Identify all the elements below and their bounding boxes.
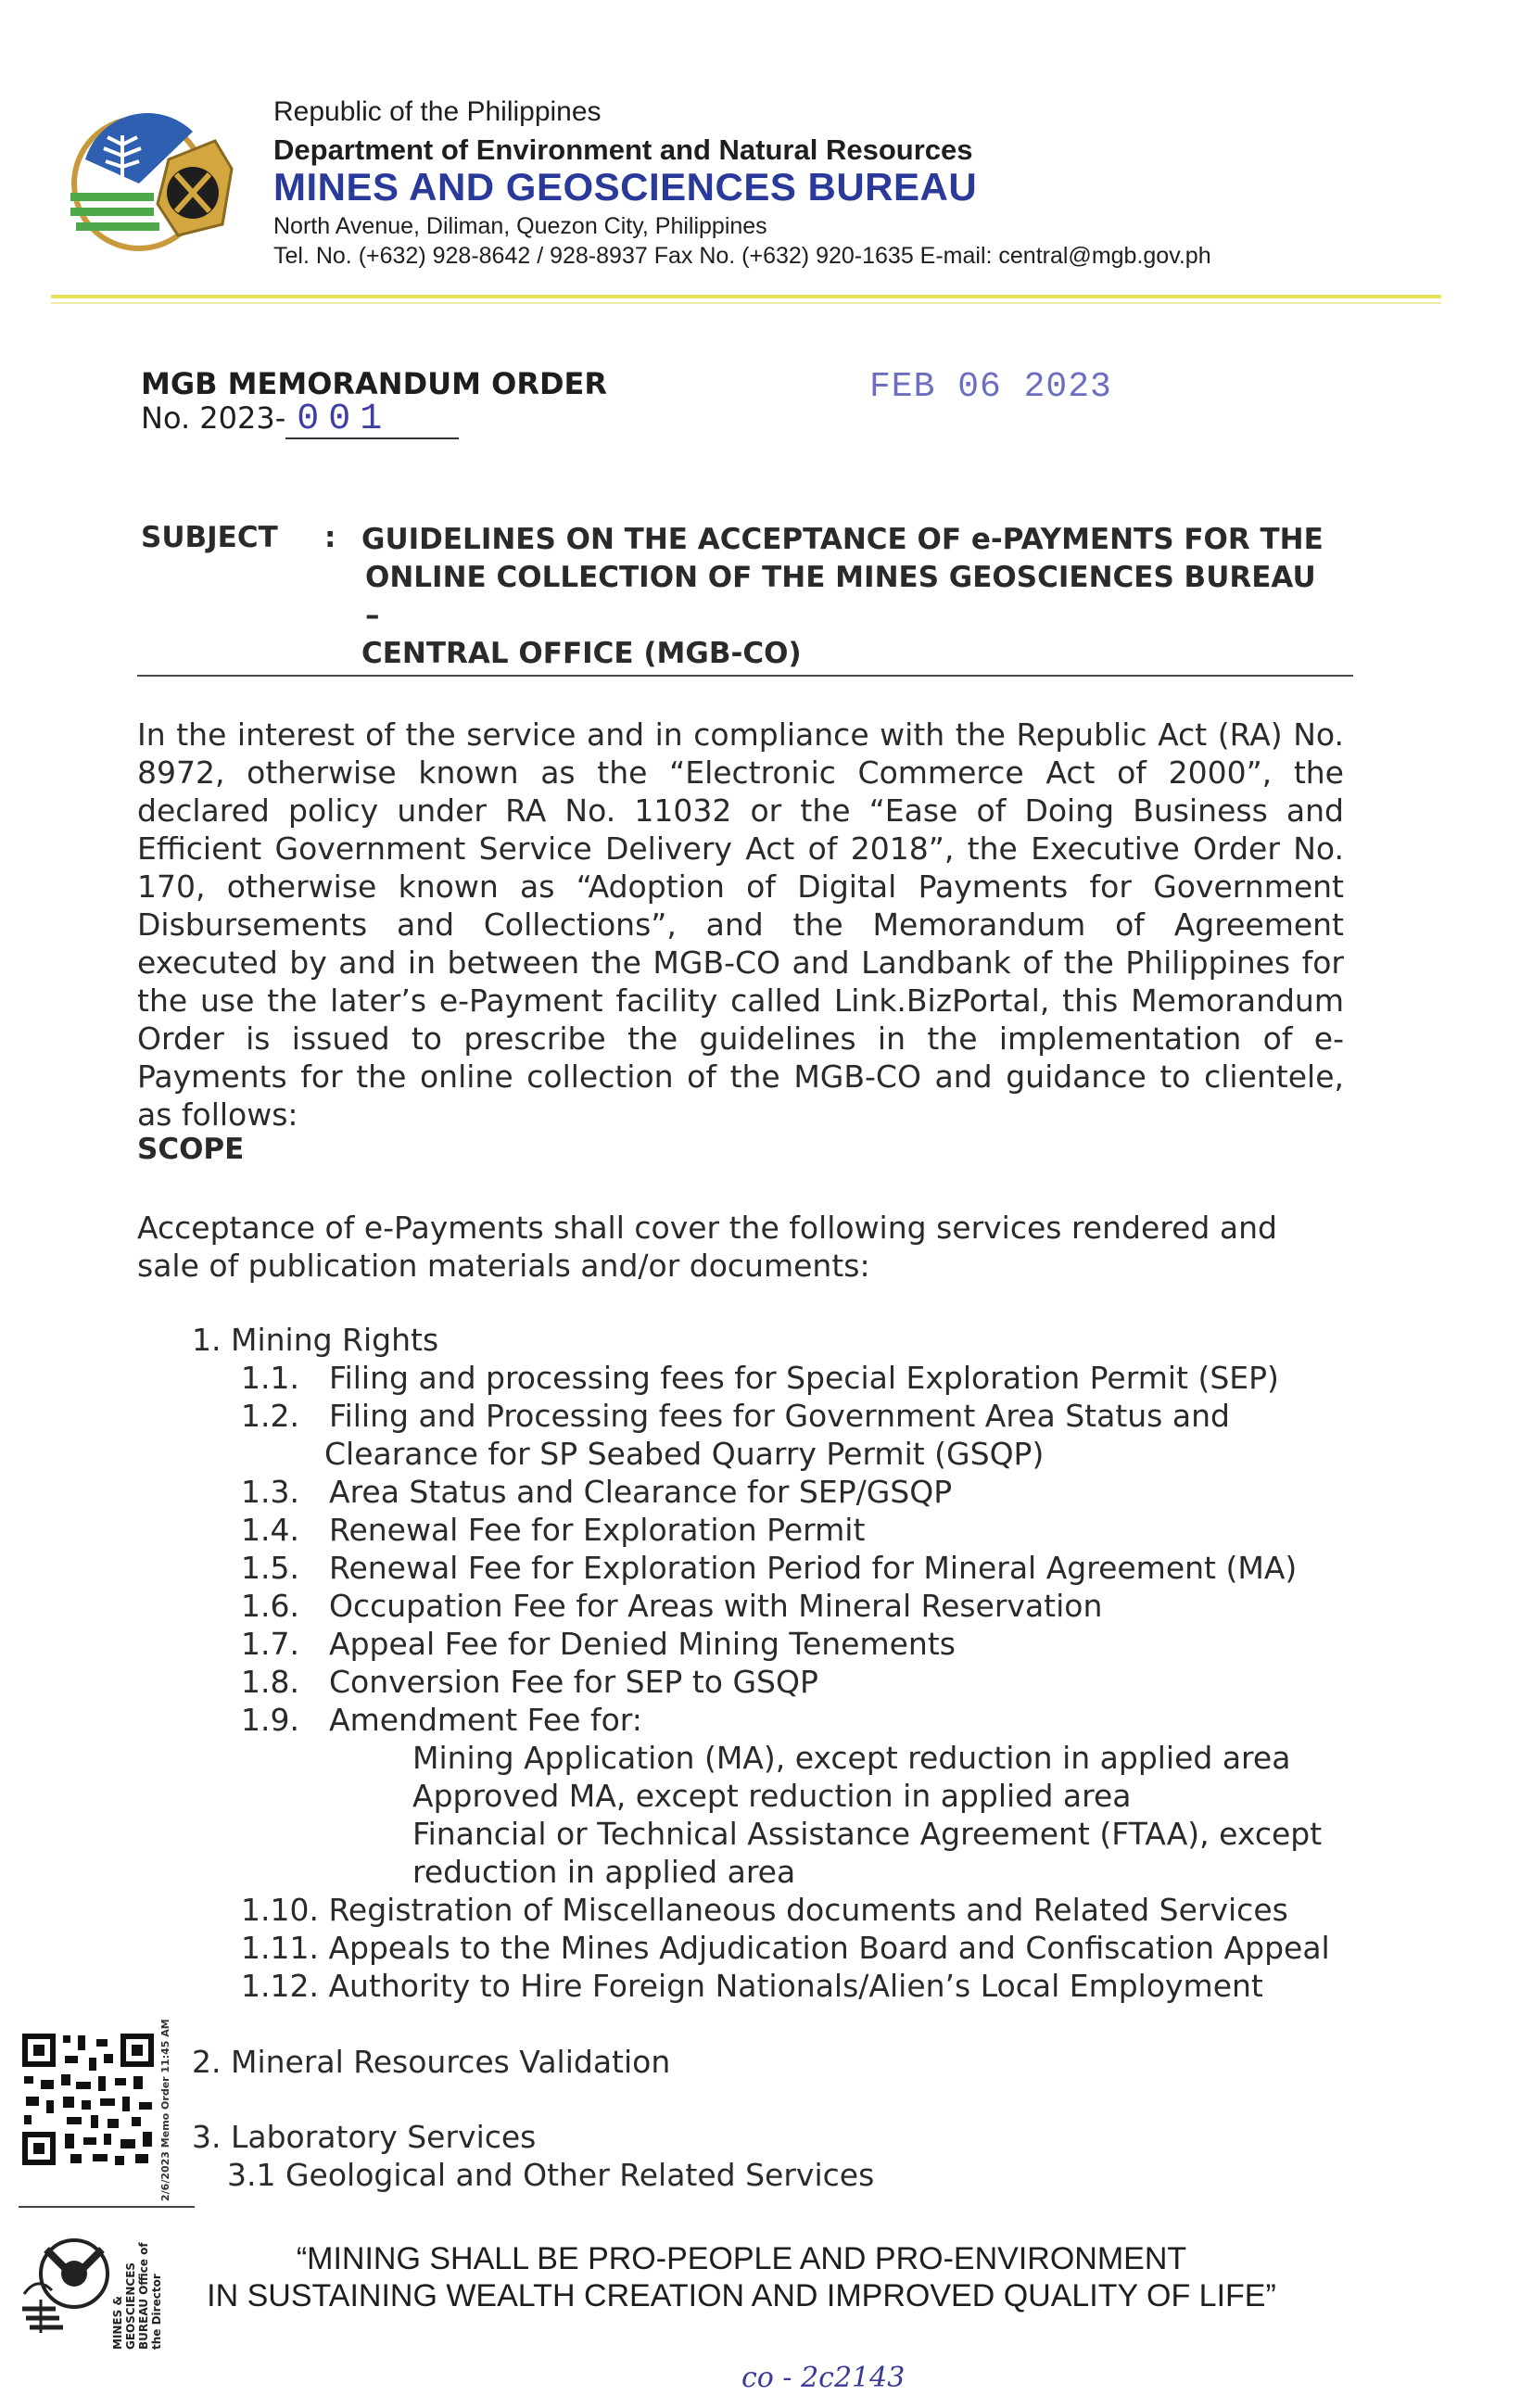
list-item-1-2: Filing and Processing fees for Government Area Status and: [329, 1398, 1230, 1434]
intro-paragraph: In the interest of the service and in compliance with the Republic Act (RA) No. 8972, otherwise known as the “Electronic Commerce Act of 2000”, the declared policy under RA No. 11032 or the “Ease of Doing Business and Efficient Government Service Delivery Act of 2018”, the Executive Order No. 170, otherwise known as “Adoption of Digital Payments for Government Disbursements and Collections”, and the Memorandum of Agreement executed by and in between the MGB-CO and Landbank of the Philippines for the use the later’s e-Payment facility called Link.BizPortal, this Memorandum Order is issued to prescribe the guidelines in the implementation of e-Payments for the online collection of the MGB-CO and guidance to clientele, as follows:: [137, 716, 1344, 1133]
list-item-3: 3. Laboratory Services: [192, 2119, 537, 2155]
list-num-1-8: 1.8.: [241, 1664, 299, 1700]
list-item-1-9: Amendment Fee for:: [329, 1702, 642, 1738]
list-item-1-9-b: Approved MA, except reduction in applied area: [412, 1778, 1132, 1814]
qr-code: [19, 2030, 158, 2169]
list-num-1-6: 1.6.: [241, 1588, 299, 1624]
scope-heading: SCOPE: [137, 1133, 245, 1166]
list-item-1-11: 1.11. Appeals to the Mines Adjudication Board and Confiscation Appeal: [241, 1930, 1330, 1966]
memo-number-value: 001: [285, 402, 459, 439]
header-divider-secondary: [51, 302, 1441, 304]
list-num-1-4: 1.4.: [241, 1512, 299, 1548]
footer-motto: [185, 2240, 1298, 2314]
subject-label: SUBJECT: [141, 521, 278, 554]
subject-line: CENTRAL OFFICE (MGB-CO): [361, 637, 802, 670]
list-item-1-10: 1.10. Registration of Miscellaneous documents and Related Services: [241, 1892, 1288, 1928]
subject-colon: :: [324, 521, 336, 554]
list-item-1-2-cont: Clearance for SP Seabed Quarry Permit (GSQP): [324, 1436, 1045, 1472]
list-item-1-6: Occupation Fee for Areas with Mineral Reservation: [329, 1588, 1103, 1624]
header-department: Department of Environment and Natural Resources: [273, 133, 973, 166]
mgb-logo: [67, 104, 252, 289]
list-item-1-8: Conversion Fee for SEP to GSQP: [329, 1664, 818, 1700]
scope-intro: Acceptance of e-Payments shall cover the following services rendered and sale of publication materials and/or documents:: [137, 1210, 1277, 1284]
list-item-1-7: Appeal Fee for Denied Mining Tenements: [329, 1626, 956, 1662]
list-num-1-5: 1.5.: [241, 1550, 299, 1586]
motto-line: “MINING SHALL BE PRO-PEOPLE AND PRO-ENVIRONMENT: [296, 2241, 1187, 2276]
list-item-1-9-a: Mining Application (MA), except reduction in applied area: [412, 1740, 1291, 1776]
list-num-1-7: 1.7.: [241, 1626, 299, 1662]
list-item-1-12: 1.12. Authority to Hire Foreign Nationals/Alien’s Local Employment: [241, 1968, 1263, 2004]
mgb-seal-icon: [19, 2229, 111, 2336]
list-num-1-2: 1.2.: [241, 1398, 299, 1434]
list-item-1-4: Renewal Fee for Exploration Permit: [329, 1512, 866, 1548]
header-republic: Republic of the Philippines: [273, 96, 602, 127]
motto-line: IN SUSTAINING WEALTH CREATION AND IMPROVED QUALITY OF LIFE”: [207, 2278, 1276, 2313]
memo-number: [141, 400, 459, 439]
list-item-1-9-c-cont: reduction in applied area: [412, 1854, 796, 1890]
header-bureau: MINES AND GEOSCIENCES BUREAU: [273, 165, 978, 209]
header-contact: Tel. No. (+632) 928-8642 / 928-8937 Fax No. (+632) 920-1635 E-mail: central@mgb.gov.ph: [273, 243, 1211, 269]
qr-side-label: 2/6/2023 Memo Order 11:45 AM: [159, 2019, 171, 2201]
memo-title: MGB MEMORANDUM ORDER: [141, 366, 608, 401]
list-item-2: 2. Mineral Resources Validation: [192, 2044, 671, 2080]
header-divider: [51, 295, 1441, 298]
subject-line: GUIDELINES ON THE ACCEPTANCE OF e-PAYMENTS FOR THE: [361, 523, 1324, 556]
subject-divider: [137, 675, 1353, 677]
handwritten-number: co - 2c2143: [741, 2362, 906, 2394]
list-item-1-1: Filing and processing fees for Special Exploration Permit (SEP): [329, 1360, 1279, 1396]
header-address: North Avenue, Diliman, Quezon City, Philippines: [273, 213, 767, 239]
date-stamp: FEB 06 2023: [869, 367, 1112, 407]
subject-text: [361, 521, 1335, 673]
subject-line: ONLINE COLLECTION OF THE MINES GEOSCIENCES BUREAU –: [365, 561, 1316, 632]
memo-number-prefix: No. 2023-: [141, 400, 286, 436]
footer-divider: [19, 2206, 195, 2208]
list-num-1-1: 1.1.: [241, 1360, 299, 1396]
list-item-1: 1. Mining Rights: [192, 1322, 439, 1358]
footer-logo-caption: MINES & GEOSCIENCES BUREAU Office of the Director: [111, 2242, 163, 2350]
list-item-1-5: Renewal Fee for Exploration Period for Mineral Agreement (MA): [329, 1550, 1298, 1586]
list-item-1-9-c: Financial or Technical Assistance Agreement (FTAA), except: [412, 1816, 1323, 1852]
list-item-1-3: Area Status and Clearance for SEP/GSQP: [329, 1474, 953, 1510]
list-num-1-9: 1.9.: [241, 1702, 299, 1738]
list-item-3-1: 3.1 Geological and Other Related Services: [227, 2157, 875, 2193]
list-num-1-3: 1.3.: [241, 1474, 299, 1510]
